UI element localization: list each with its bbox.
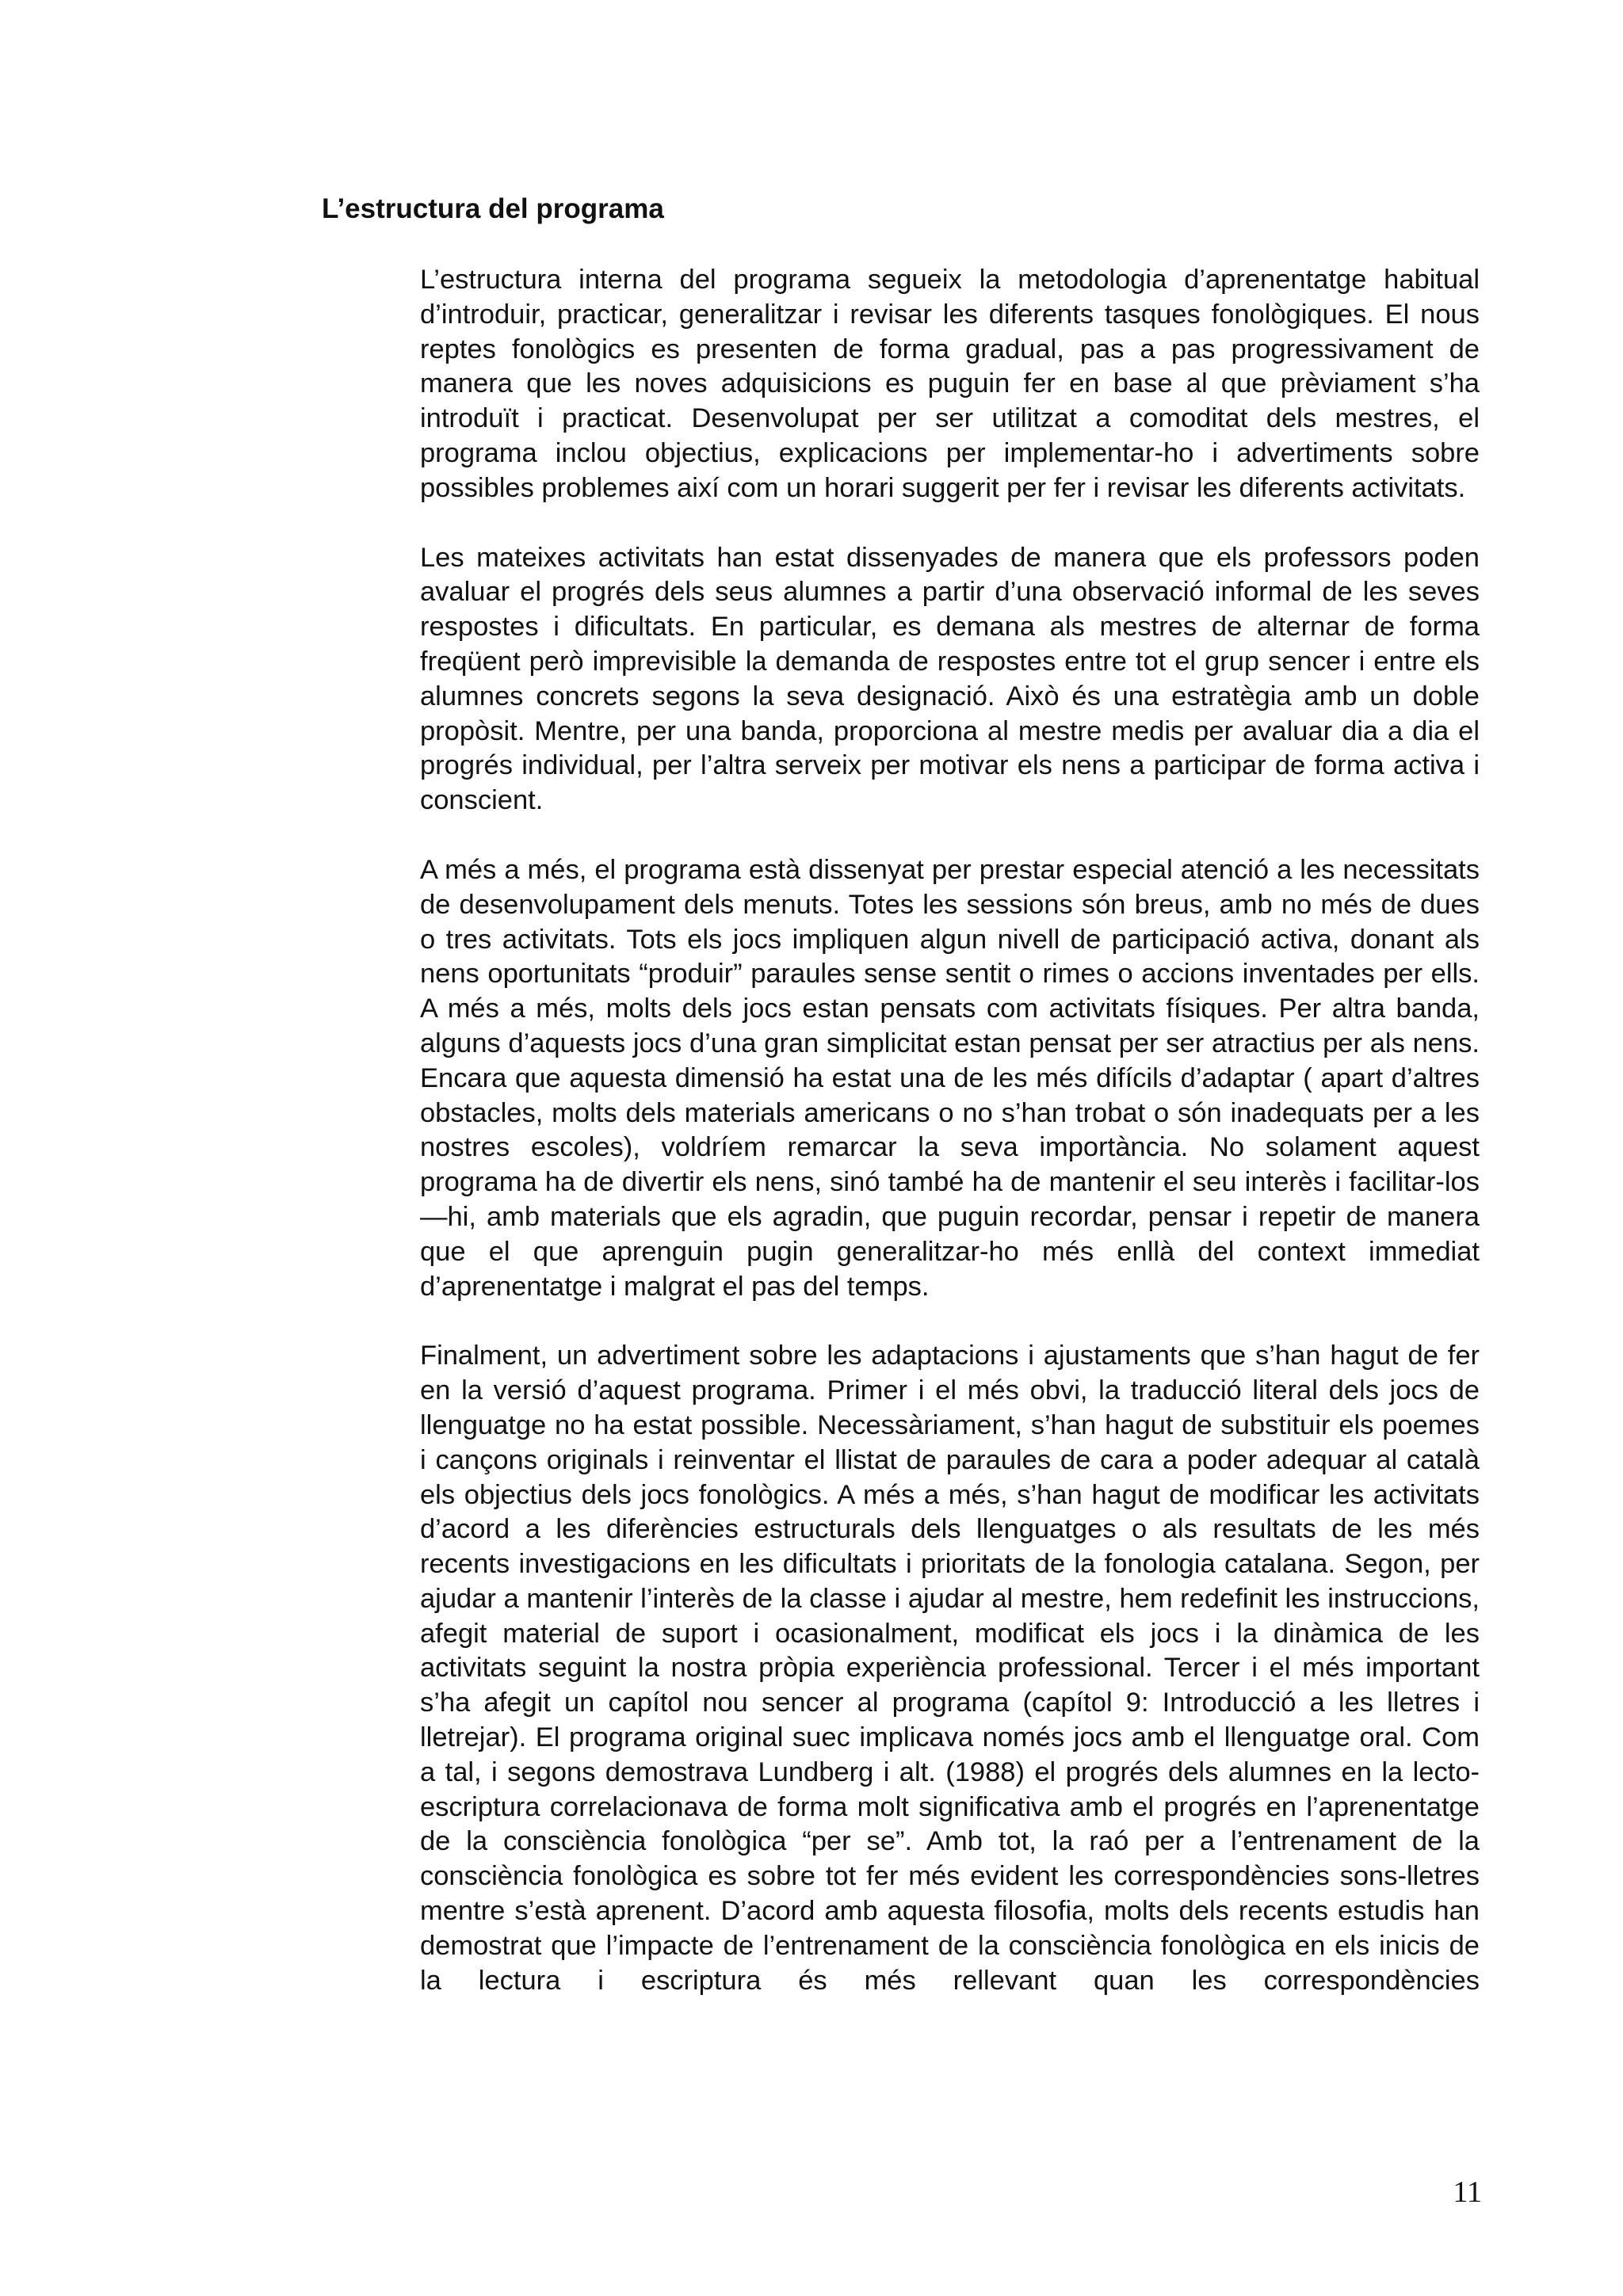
paragraph-3: A més a més, el programa està dissenyat per prestar especial atenció a les necessitats de desenvolupament dels menuts. Totes les sessions són breus, amb no més de dues o tres activitats. Tots els jocs impliquen algun nivell de participació activa, donant als nens oportunitats “produir” paraules sense sentit o rimes o accions inventades per ells. A més a més, molts dels jocs estan pensats com activitats físiques. Per altra banda, alguns d’aquests jocs d’una gran simplicitat estan pensat per ser atractius per als nens. Encara que aquesta dimensió ha estat una de les més difícils d’adaptar ( apart d’altres obstacles, molts dels materials americans o no s’han trobat o són inadequats per a les nostres escoles), voldríem remarcar la seva importància. No solament aquest programa ha de divertir els nens, sinó també ha de mantenir el seu interès i facilitar-los—hi, amb materials que els agradin, que puguin recordar, pensar i repetir de manera que el que aprenguin pugin generalitzar-ho més enllà del context immediat d’aprenentatge i malgrat el pas del temps.: [420, 854, 1480, 1302]
paragraph-1: L’estructura interna del programa segueix la metodologia d’aprenentatge habitual d’introduir, practicar, generalitzar i revisar les diferents tasques fonològiques. El nous reptes fonològics es presenten de forma gradual, pas a pas progressivament de manera que les noves adquisicions es puguin fer en base al que prèviament s’ha introduït i practicat. Desenvolupat per ser utilitzat a comoditat dels mestres, el programa inclou objectius, explicacions per implementar-ho i advertiments sobre possibles problemes així com un horari suggerit per fer i revisar les diferents activitats.: [420, 265, 1480, 503]
page-number: 11: [1453, 2176, 1482, 2209]
section-heading: L’estructura del programa: [322, 193, 664, 224]
paragraph-2: Les mateixes activitats han estat dissenyades de manera que els professors poden avaluar el progrés dels seus alumnes a partir d’una observació informal de les seves respostes i dificultats. En particular, es demana als mestres de alternar de forma freqüent però imprevisible la demanda de respostes entre tot el grup sencer i entre els alumnes concrets segons la seva designació. Això és una estratègia amb un doble propòsit. Mentre, per una banda, proporciona al mestre medis per avaluar dia a dia el progrés individual, per l’altra serveix per motivar els nens a participar de forma activa i conscient.: [420, 542, 1480, 816]
body-text: [420, 263, 1480, 1998]
paragraph-4: Finalment, un advertiment sobre les adaptacions i ajustaments que s’han hagut de fer en la versió d’aquest programa. Primer i el més obvi, la traducció literal dels jocs de llenguatge no ha estat possible. Necessàriament, s’han hagut de substituir els poemes i cançons originals i reinventar el llistat de paraules de cara a poder adequar al català els objectius dels jocs fonològics. A més a més, s’han hagut de modificar les activitats d’acord a les diferències estructurals dels llenguatges o als resultats de les més recents investigacions en les dificultats i prioritats de la fonologia catalana. Segon, per ajudar a mantenir l’interès de la classe i ajudar al mestre, hem redefinit les instruccions, afegit material de suport i ocasionalment, modificat els jocs i la dinàmica de les activitats seguint la nostra pròpia experiència professional. Tercer i el més important s’ha afegit un capítol nou sencer al programa (capítol 9: Introducció a les lletres i lletrejar). El programa original suec implicava només jocs amb el llenguatge oral. Com a tal, i segons demostrava Lundberg i alt. (1988) el progrés dels alumnes en la lecto-escriptura correlacionava de forma molt significativa amb el progrés en l’aprenentatge de la consciència fonològica “per se”. Amb tot, la raó per a l’entrenament de la consciència fonològica es sobre tot fer més evident les correspondències sons-lletres mentre s’està aprenent. D’acord amb aquesta filosofia, molts dels recents estudis han demostrat que l’impacte de l’entrenament de la consciència fonològica en els inicis de la lectura i escriptura és més rellevant quan les correspondències: [420, 1341, 1480, 1996]
